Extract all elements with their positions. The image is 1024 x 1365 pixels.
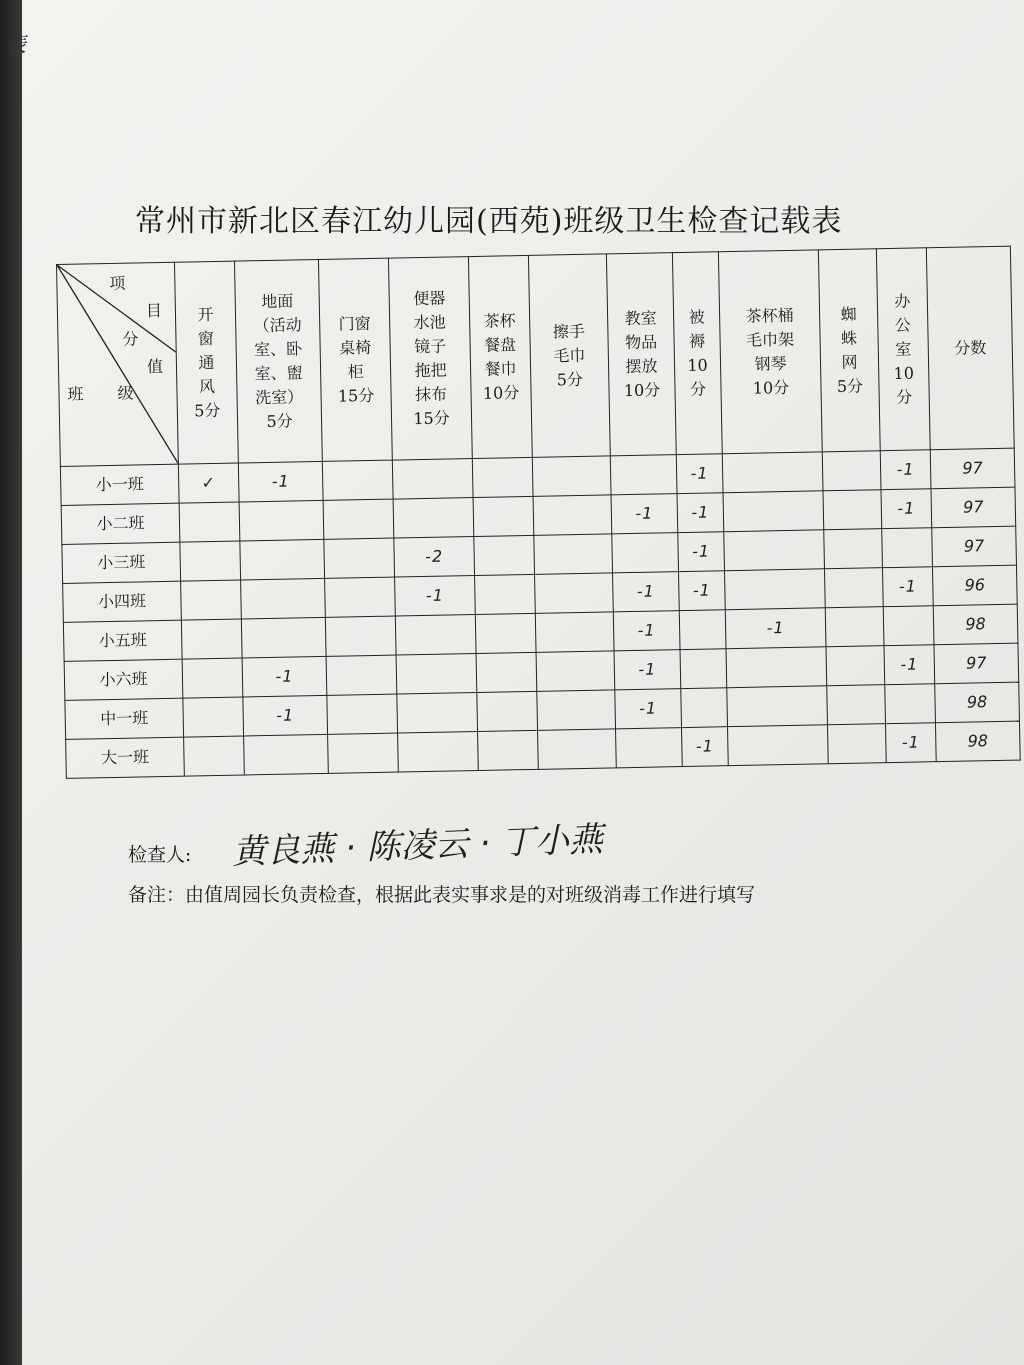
deduction-cell — [476, 652, 537, 692]
deduction-cell — [726, 647, 827, 688]
deduction-cell — [824, 529, 883, 569]
deduction-cell — [472, 457, 533, 497]
deduction-cell: -1 — [613, 572, 680, 612]
deduction-cell — [680, 649, 727, 689]
header-toilet-sink: 便器 水池 镜子 拖把 抹布 15分 — [388, 257, 472, 460]
deduction-cell — [182, 658, 243, 698]
deduction-cell — [326, 655, 397, 695]
score-cell: 98 — [935, 721, 1020, 762]
deduction-cell: ✓ — [178, 463, 239, 503]
deduction-cell: -1 — [243, 695, 328, 736]
header-cup-bucket-piano: 茶杯桶 毛巾架 钢琴 10分 — [718, 250, 822, 454]
deduction-cell: -1 — [725, 608, 826, 649]
class-name-cell: 小六班 — [64, 659, 183, 700]
header-score: 分数 — [926, 246, 1014, 450]
class-name-cell: 大一班 — [66, 737, 185, 778]
deduction-cell — [826, 646, 885, 686]
deduction-cell — [535, 573, 614, 613]
deduction-cell — [184, 736, 245, 776]
deduction-cell: -1 — [614, 650, 681, 690]
deduction-cell — [241, 578, 326, 619]
deduction-cell — [612, 533, 679, 573]
score-cell: 97 — [932, 526, 1017, 567]
deduction-cell — [475, 613, 536, 653]
class-name-cell: 小五班 — [63, 620, 182, 661]
header-floor: 地面 （活动 室、卧 室、盥 洗室） 5分 — [234, 259, 322, 463]
deduction-cell: -1 — [682, 727, 729, 767]
deduction-cell — [325, 577, 396, 617]
deduction-cell: -1 — [677, 493, 724, 533]
score-cell: 97 — [934, 643, 1019, 684]
deduction-cell — [827, 685, 886, 725]
deduction-cell — [728, 725, 829, 766]
deduction-cell: -1 — [238, 461, 323, 502]
corner-header-cell — [57, 262, 179, 466]
class-name-cell: 小四班 — [63, 581, 182, 622]
table-header-row — [57, 246, 1015, 466]
deduction-cell — [241, 617, 326, 658]
deduction-cell — [827, 724, 886, 764]
deduction-cell — [725, 569, 826, 610]
header-classroom-items: 教室 物品 摆放 10分 — [606, 253, 676, 456]
score-cell: 98 — [935, 682, 1020, 723]
deduction-cell — [181, 580, 242, 620]
class-name-cell: 小二班 — [61, 503, 180, 544]
deduction-cell — [822, 451, 881, 491]
deduction-cell — [885, 684, 936, 724]
header-item-a: 项 — [109, 273, 126, 293]
class-name-cell: 小三班 — [62, 542, 181, 583]
deduction-cell — [616, 728, 683, 768]
deduction-cell — [393, 498, 474, 539]
deduction-cell: -1 — [884, 645, 935, 685]
deduction-cell: -1 — [611, 494, 678, 534]
deduction-cell — [179, 502, 240, 542]
deduction-cell — [475, 574, 536, 614]
deduction-cell: -1 — [678, 532, 725, 572]
header-class-b: 级 — [117, 383, 134, 403]
deduction-cell — [477, 691, 538, 731]
deduction-cell — [536, 651, 615, 691]
deduction-cell — [474, 535, 535, 575]
deduction-cell — [323, 499, 394, 539]
deduction-cell — [322, 460, 393, 500]
deduction-cell — [824, 568, 883, 608]
header-bedding: 被 褥 10 分 — [672, 252, 722, 455]
deduction-cell — [396, 654, 477, 695]
deduction-cell — [882, 528, 933, 568]
deduction-cell: -1 — [679, 571, 726, 611]
deduction-cell — [181, 619, 242, 659]
header-score-b: 值 — [146, 356, 164, 377]
deduction-cell — [244, 734, 329, 775]
deduction-cell — [538, 729, 617, 769]
score-cell: 98 — [933, 604, 1018, 645]
class-name-cell: 中一班 — [65, 698, 184, 739]
deduction-cell: -1 — [613, 611, 680, 651]
deduction-cell — [723, 491, 824, 532]
deduction-cell — [180, 541, 241, 581]
deduction-cell: -1 — [880, 450, 931, 490]
inspection-table — [56, 246, 1021, 779]
deduction-cell — [328, 733, 399, 773]
inspector-label: 检查人: — [128, 844, 192, 866]
deduction-cell — [823, 490, 882, 530]
binder-edge — [0, 0, 22, 1365]
deduction-cell — [398, 731, 479, 772]
deduction-cell — [397, 693, 478, 734]
header-class-a: 班 — [67, 384, 84, 404]
deduction-cell — [478, 730, 539, 770]
deduction-cell — [537, 690, 616, 730]
deduction-cell — [239, 500, 324, 541]
deduction-cell — [183, 697, 244, 737]
deduction-cell — [825, 607, 884, 647]
deduction-cell — [610, 455, 677, 495]
score-cell: 96 — [932, 565, 1017, 606]
remark-note: 备注：由值周园长负责检查，根据此表实事求是的对班级消毒工作进行填写 — [128, 884, 756, 906]
deduction-cell: -1 — [885, 723, 936, 763]
deduction-cell — [727, 686, 828, 727]
header-office: 办 公 室 10 分 — [876, 248, 930, 451]
deduction-cell: -1 — [882, 567, 933, 607]
header-score-a: 分 — [122, 329, 139, 349]
deduction-cell — [392, 459, 473, 500]
deduction-cell — [325, 616, 396, 656]
deduction-cell — [395, 615, 476, 656]
header-cobweb: 蜘 蛛 网 5分 — [818, 249, 880, 452]
deduction-cell — [679, 610, 726, 650]
header-ventilation: 开 窗 通 风 5分 — [174, 261, 238, 464]
header-doors-desks: 门窗 桌椅 柜 15分 — [318, 258, 392, 461]
page-title: 常州市新北区春江幼儿园(西苑)班级卫生检查记载表 — [135, 204, 843, 239]
deduction-cell — [533, 495, 612, 535]
deduction-cell: -2 — [394, 537, 475, 578]
class-name-cell: 小一班 — [60, 464, 179, 505]
deduction-cell — [883, 606, 934, 646]
deduction-cell — [327, 694, 398, 734]
deduction-cell — [532, 456, 611, 496]
deduction-cell — [724, 530, 825, 571]
score-cell: 97 — [930, 448, 1015, 489]
header-cups-plates: 茶杯 餐盘 餐巾 10分 — [468, 255, 532, 458]
header-hand-towel: 擦手 毛巾 5分 — [528, 254, 610, 457]
score-cell: 97 — [931, 487, 1016, 528]
deduction-cell: -1 — [676, 454, 723, 494]
top-scribble: 表 — [4, 33, 27, 58]
deduction-cell — [681, 688, 728, 728]
deduction-cell — [722, 452, 823, 493]
deduction-cell: -1 — [242, 656, 327, 697]
deduction-cell: -1 — [615, 689, 682, 729]
deduction-cell — [473, 496, 534, 536]
deduction-cell — [535, 612, 614, 652]
deduction-cell: -1 — [395, 576, 476, 617]
header-item-b: 目 — [145, 300, 163, 321]
deduction-cell — [324, 538, 395, 578]
deduction-cell — [534, 534, 613, 574]
inspector-signatures: 黄良燕 · 陈凌云 · 丁小燕 — [231, 819, 604, 873]
deduction-cell — [240, 539, 325, 580]
deduction-cell: -1 — [881, 489, 932, 529]
